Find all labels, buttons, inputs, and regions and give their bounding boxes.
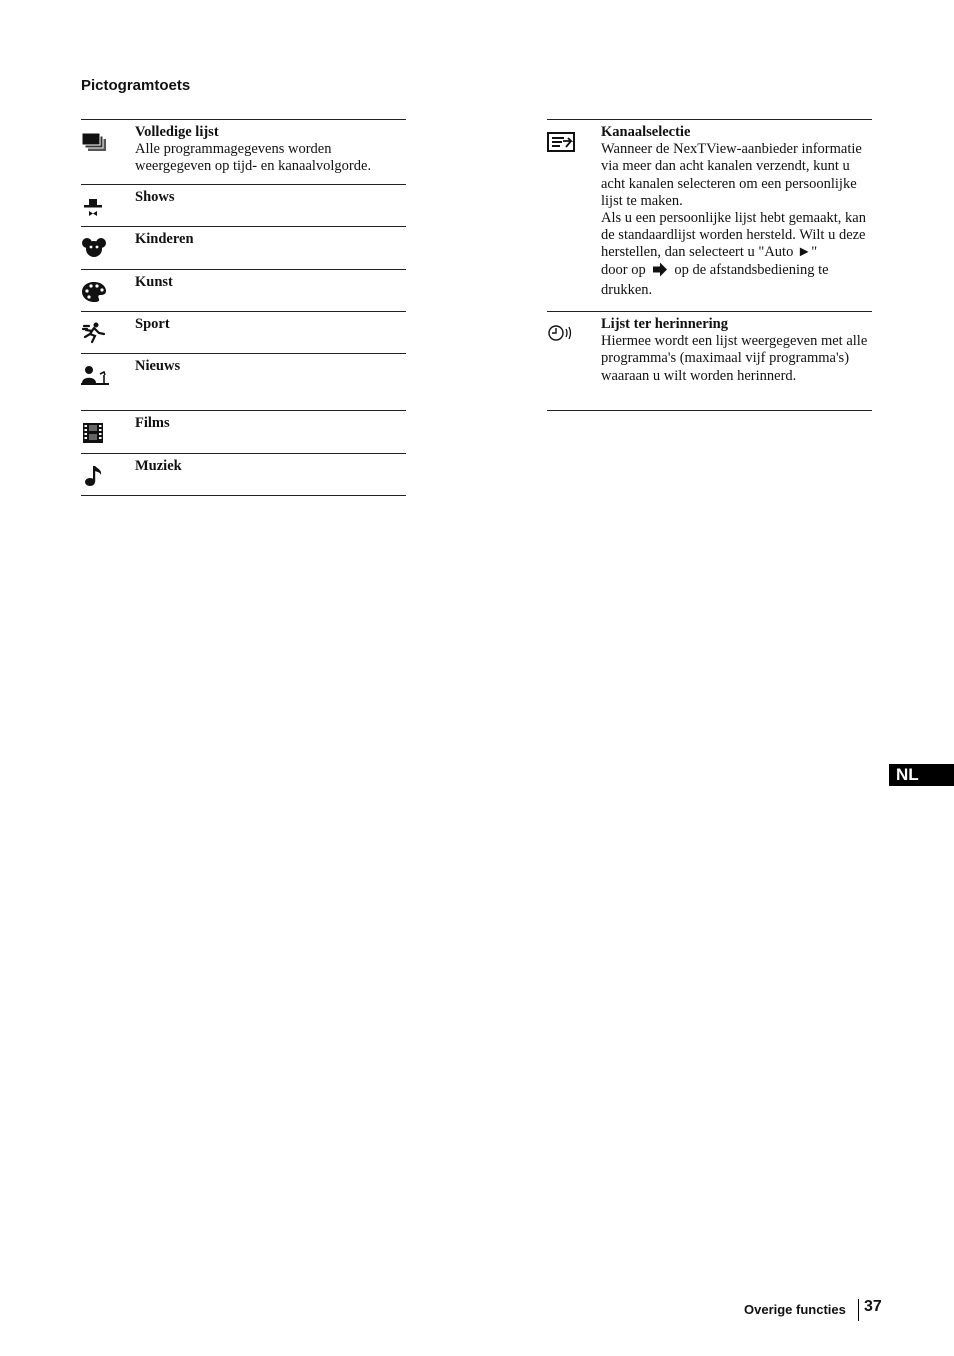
item-description: Alle programmagegevens worden weergegeven op tijd- en kanaalvolgorde. (135, 141, 372, 175)
table-row (81, 227, 406, 270)
full-list-icon (81, 132, 109, 156)
channel-select-icon (547, 132, 575, 156)
film-icon (81, 422, 109, 446)
section-heading: Pictogramtoets (81, 77, 191, 94)
item-title: Lijst ter herinnering (601, 316, 728, 332)
ok-arrow-icon (652, 262, 668, 282)
news-icon (81, 365, 109, 389)
art-palette-icon (81, 281, 109, 305)
item-title: Sport (135, 316, 170, 332)
item-title: Films (135, 415, 170, 431)
children-icon (81, 237, 109, 261)
item-title: Nieuws (135, 358, 181, 374)
item-title: Muziek (135, 458, 182, 474)
item-title: Kanaalselectie (601, 124, 691, 140)
table-row (81, 120, 406, 185)
shows-icon (81, 198, 109, 222)
table-row (81, 312, 406, 354)
table-row (81, 454, 406, 496)
item-title: Volledige lijst (135, 124, 219, 140)
item-description-line (601, 262, 872, 299)
table-row (81, 270, 406, 312)
item-description-part: op de afstandsbediening te drukken. (601, 261, 829, 298)
language-tab: NL (889, 764, 954, 786)
footer-section-name: Overige functies (744, 1302, 846, 1317)
sport-runner-icon (81, 322, 109, 346)
pictogram-table-right (547, 119, 872, 411)
page-number: 37 (864, 1298, 882, 1315)
footer-divider (858, 1299, 859, 1321)
table-row (547, 120, 872, 312)
item-title: Kinderen (135, 231, 194, 247)
item-description-part: door op (601, 261, 646, 278)
table-row (547, 312, 872, 411)
pictogram-table-left (81, 119, 406, 496)
table-row (81, 411, 406, 454)
table-row (81, 185, 406, 227)
item-description: Wanneer de NexTView-aanbieder informatie via meer dan acht kanalen verzendt, kunt u acht kanalen selecteren om een persoonlijke lijst te maken. (601, 141, 862, 209)
item-title: Kunst (135, 274, 173, 290)
music-note-icon (81, 464, 109, 488)
table-row (81, 354, 406, 411)
item-title: Shows (135, 189, 175, 205)
item-description: Hiermee wordt een lijst weergegeven met alle programma's (maximaal vijf programma's) waaraan u wilt worden herinnerd. (601, 333, 868, 384)
reminder-list-icon (547, 323, 575, 347)
item-description: Als u een persoonlijke lijst hebt gemaakt, kan de standaardlijst worden hersteld. Wilt u deze herstellen, dan selecteert u "Auto ►" (601, 210, 866, 261)
